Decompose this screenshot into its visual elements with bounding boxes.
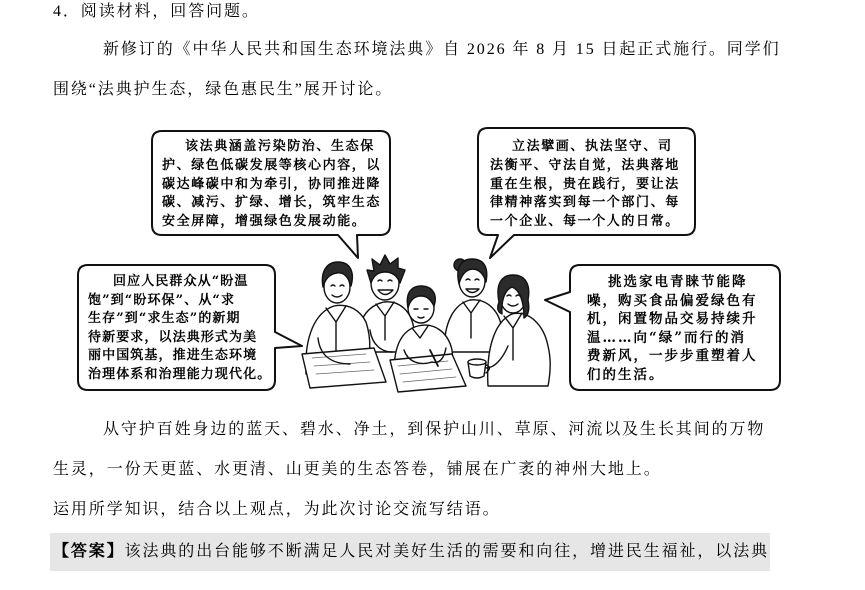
speech-bubble-right-text <box>587 273 758 385</box>
paragraph-2-line: 生灵，一份天更蓝、水更清、山更美的生态答卷，铺展在广袤的神州大地上。 <box>53 461 662 478</box>
student-3-head <box>407 286 435 323</box>
bubble-text-line: 们的生活。 <box>587 366 665 383</box>
bubble-text-line: 饱”到“盼环保”、从“求 <box>88 292 236 308</box>
bubble-text-line: 生存”到“求生态”的新期 <box>88 311 241 327</box>
bubble-text-line: 碳、减污、扩绿、增长，筑牢生态 <box>162 195 382 211</box>
students-drawing <box>302 255 550 392</box>
paper-sheet <box>390 354 466 392</box>
speech-bubble-left-text <box>88 273 271 385</box>
bubble-text-line: 回应人民群众从“盼温 <box>113 274 249 289</box>
speech-bubble-top-right-text <box>490 138 680 232</box>
answer-text: 该法典的出台能够不断满足人民对美好生活的需要和向往，增进民生福祉，以法典 <box>124 543 770 560</box>
bubble-text-line: 护、绿色低碳发展等核心内容，以 <box>162 157 382 173</box>
student-4-head <box>454 259 487 297</box>
bubble-text-line: 立法擘画、执法坚守、司 <box>512 139 673 154</box>
answer-label: 【答案】 <box>53 543 125 560</box>
paragraph-2-line: 从守护百姓身边的蓝天、碧水、净土，到保护山川、草原、河流以及生长其间的万物 <box>103 421 766 438</box>
bubble-text-line: 该法典涵盖污染防治、生态保 <box>185 139 375 154</box>
student-2-head <box>367 255 405 300</box>
bubble-text-line: 机，闲置物品交易持续升 <box>587 311 758 328</box>
answer-line <box>53 542 769 562</box>
paragraph-1-line: 围绕“法典护生态，绿色惠民生”展开讨论。 <box>53 81 394 98</box>
bubble-text-line: 重在生根，贵在践行，要让法 <box>490 176 680 192</box>
question-heading: 4．阅读材料，回答问题。 <box>53 3 260 20</box>
bubble-text-line: 待新要求，以法典形式为美 <box>88 329 258 345</box>
tea-cup-rim <box>468 359 486 365</box>
paragraph-1-line: 新修订的《中华人民共和国生态环境法典》自 2026 年 8 月 15 日起正式施行。同学们 <box>103 41 781 58</box>
bubble-text-line: 碳达峰碳中和为牵引，协同推进降 <box>162 176 382 192</box>
bubble-text-line: 安全屏障，增强绿色发展动能。 <box>162 214 367 230</box>
speech-bubble-top-left-text <box>162 138 381 232</box>
student-1-head <box>322 262 352 303</box>
bubble-text-line: 律精神落实到每一个部门、每 <box>490 195 680 211</box>
student-5-head <box>498 275 529 318</box>
bubble-text-line: 法衡平、守法自觉，法典落地 <box>490 157 680 173</box>
bubble-text-line: 噪，购买食品偏爱绿色有 <box>587 292 758 309</box>
bubble-text-line: 挑选家电青睐节能降 <box>608 274 748 290</box>
bubble-text-line: 费新风，一步步重塑着人 <box>587 348 758 365</box>
task-instruction: 运用所学知识，结合以上观点，为此次讨论交流写结语。 <box>53 501 501 518</box>
bubble-text-line: 丽中国筑基，推进生态环境 <box>88 348 258 364</box>
bubble-text-line: 温……向“绿”而行的消 <box>587 329 747 346</box>
paper-sheet <box>302 348 386 388</box>
bubble-text-line: 治理体系和治理能力现代化。 <box>88 366 272 382</box>
bubble-text-line: 一个企业、每一个人的日常。 <box>490 214 680 230</box>
